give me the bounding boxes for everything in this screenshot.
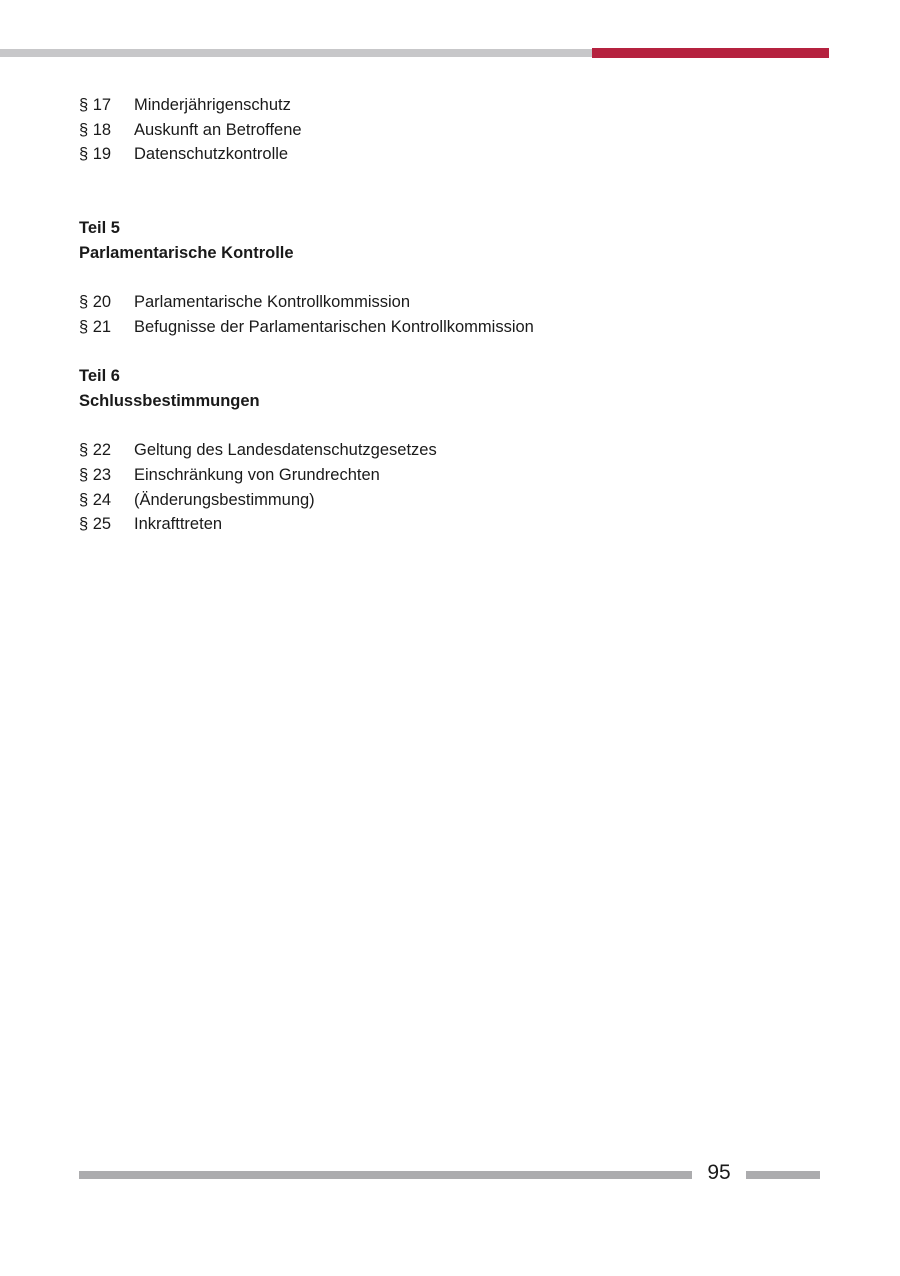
paragraph-number: § 25: [79, 515, 112, 534]
paragraph-title: Befugnisse der Parlamentarischen Kontrollkommission: [134, 317, 534, 336]
part-title: Schlussbestimmungen: [79, 391, 260, 410]
paragraph-number: § 20: [79, 293, 112, 312]
toc-item-21: [79, 315, 819, 340]
paragraph-title: Geltung des Landesdatenschutzgesetzes: [134, 441, 437, 460]
paragraph-title: Einschränkung von Grundrechten: [134, 465, 380, 484]
toc-group-part6: [79, 438, 819, 537]
paragraph-number: § 19: [79, 145, 112, 164]
paragraph-number: § 24: [79, 490, 112, 509]
toc-group-part5: [79, 290, 819, 339]
toc-group-part4-tail: [79, 93, 819, 167]
paragraph-number: § 21: [79, 317, 112, 336]
paragraph-number: § 22: [79, 441, 112, 460]
paragraph-title: Parlamentarische Kontrollkommission: [134, 293, 411, 312]
toc-item-25: [79, 512, 819, 537]
footer-bar-right: [746, 1171, 820, 1179]
toc-item-24: [79, 488, 819, 513]
footer-bar-left: [79, 1171, 692, 1179]
part-label: Teil 5: [79, 219, 120, 238]
paragraph-number: § 23: [79, 465, 112, 484]
toc-item-22: [79, 438, 819, 463]
part-5-heading: [79, 216, 819, 265]
header-bar-accent: [592, 48, 829, 58]
paragraph-title: (Änderungsbestimmung): [134, 490, 315, 509]
toc-item-19: [79, 142, 819, 167]
page-number: 95: [707, 1161, 731, 1184]
toc-item-23: [79, 463, 819, 488]
toc-item-18: [79, 118, 819, 143]
paragraph-number: § 18: [79, 120, 112, 139]
paragraph-title: Inkrafttreten: [134, 515, 223, 534]
paragraph-title: Auskunft an Betroffene: [134, 120, 302, 139]
part-title: Parlamentarische Kontrolle: [79, 243, 294, 262]
paragraph-title: Minderjährigenschutz: [134, 96, 291, 114]
header-bar-gray: [0, 49, 592, 57]
paragraph-number: § 17: [79, 96, 112, 114]
toc-item-20: [79, 290, 819, 315]
paragraph-title: Datenschutzkontrolle: [134, 145, 289, 164]
toc-item-17: [79, 93, 819, 118]
table-of-contents: [79, 93, 819, 537]
part-label: Teil 6: [79, 367, 120, 386]
part-6-heading: [79, 364, 819, 413]
